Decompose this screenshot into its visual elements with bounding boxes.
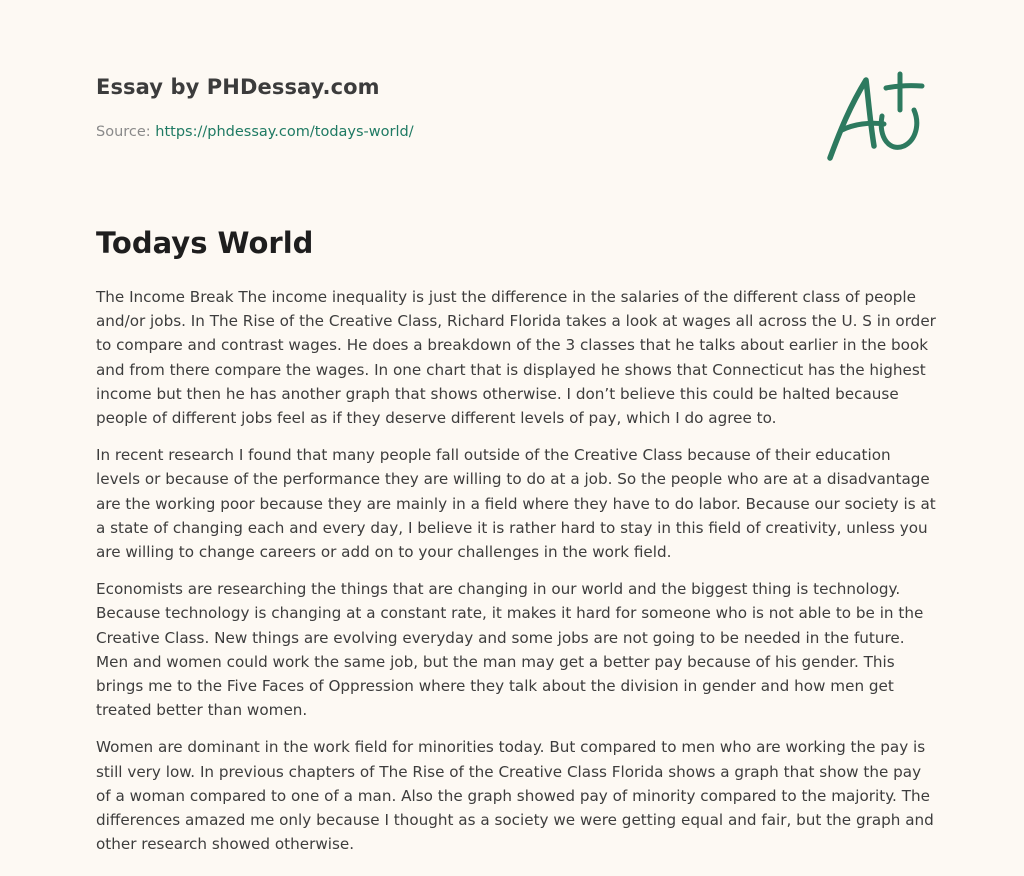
site-title: Essay by PHDessay.com <box>96 75 380 99</box>
logo-letter-a-crossbar <box>842 123 884 130</box>
logo-letter-a-stroke <box>830 80 874 158</box>
essay-title: Todays World <box>96 226 314 260</box>
essay-paragraph: In recent research I found that many people fall outside of the Creative Class because of their education levels or because of the performance they are willing to do at a job. So the people who are at a disadvantage are the working poor because they are mainly in a field where they have to do labor. Because our society is at a state of changing each and every day, I believe it is rather hard to stay in this field of creativity, unless you are willing to change careers or add on to your challenges in the work field. <box>96 446 936 562</box>
essay-paragraph: The Income Break The income inequality is just the difference in the salaries of the different class of people and/or jobs. In The Rise of the Creative Class, Richard Florida takes a look at wages all across the U. S in order to compare and contrast wages. He does a breakdown of the 3 classes that he talks about earlier in the book and from there compare the wages. In one chart that is displayed he shows that Connecticut has the highest income but then he has another graph that shows otherwise. I don’t believe this could be halted because people of different jobs feel as if they deserve different levels of pay, which I do agree to. <box>96 288 936 428</box>
a-plus-grade-icon <box>820 66 930 166</box>
source-link[interactable]: https://phdessay.com/todays-world/ <box>155 124 414 140</box>
source-line <box>96 124 414 140</box>
logo-swoosh <box>881 110 917 147</box>
essay-body <box>96 285 936 869</box>
essay-paragraph: Economists are researching the things that are changing in our world and the biggest thing is technology. Because technology is changing at a constant rate, it makes it hard for someone who is not able to be in the Creative Class. New things are evolving everyday and some jobs are not going to be needed in the future. Men and women could work the same job, but the man may get a better pay because of his gender. This brings me to the Five Faces of Oppression where they talk about the division in gender and how men get treated better than women. <box>96 580 924 720</box>
source-label: Source: <box>96 124 151 140</box>
logo-plus-horizontal <box>886 86 922 88</box>
essay-paragraph: Women are dominant in the work field for minorities today. But compared to men who are working the pay is still very low. In previous chapters of The Rise of the Creative Class Florida shows a graph that show the pay of a woman compared to one of a man. Also the graph showed pay of minority compared to the majority. The differences amazed me only because I thought as a society we were getting equal and fair, but the graph and other research showed otherwise. <box>96 738 934 854</box>
